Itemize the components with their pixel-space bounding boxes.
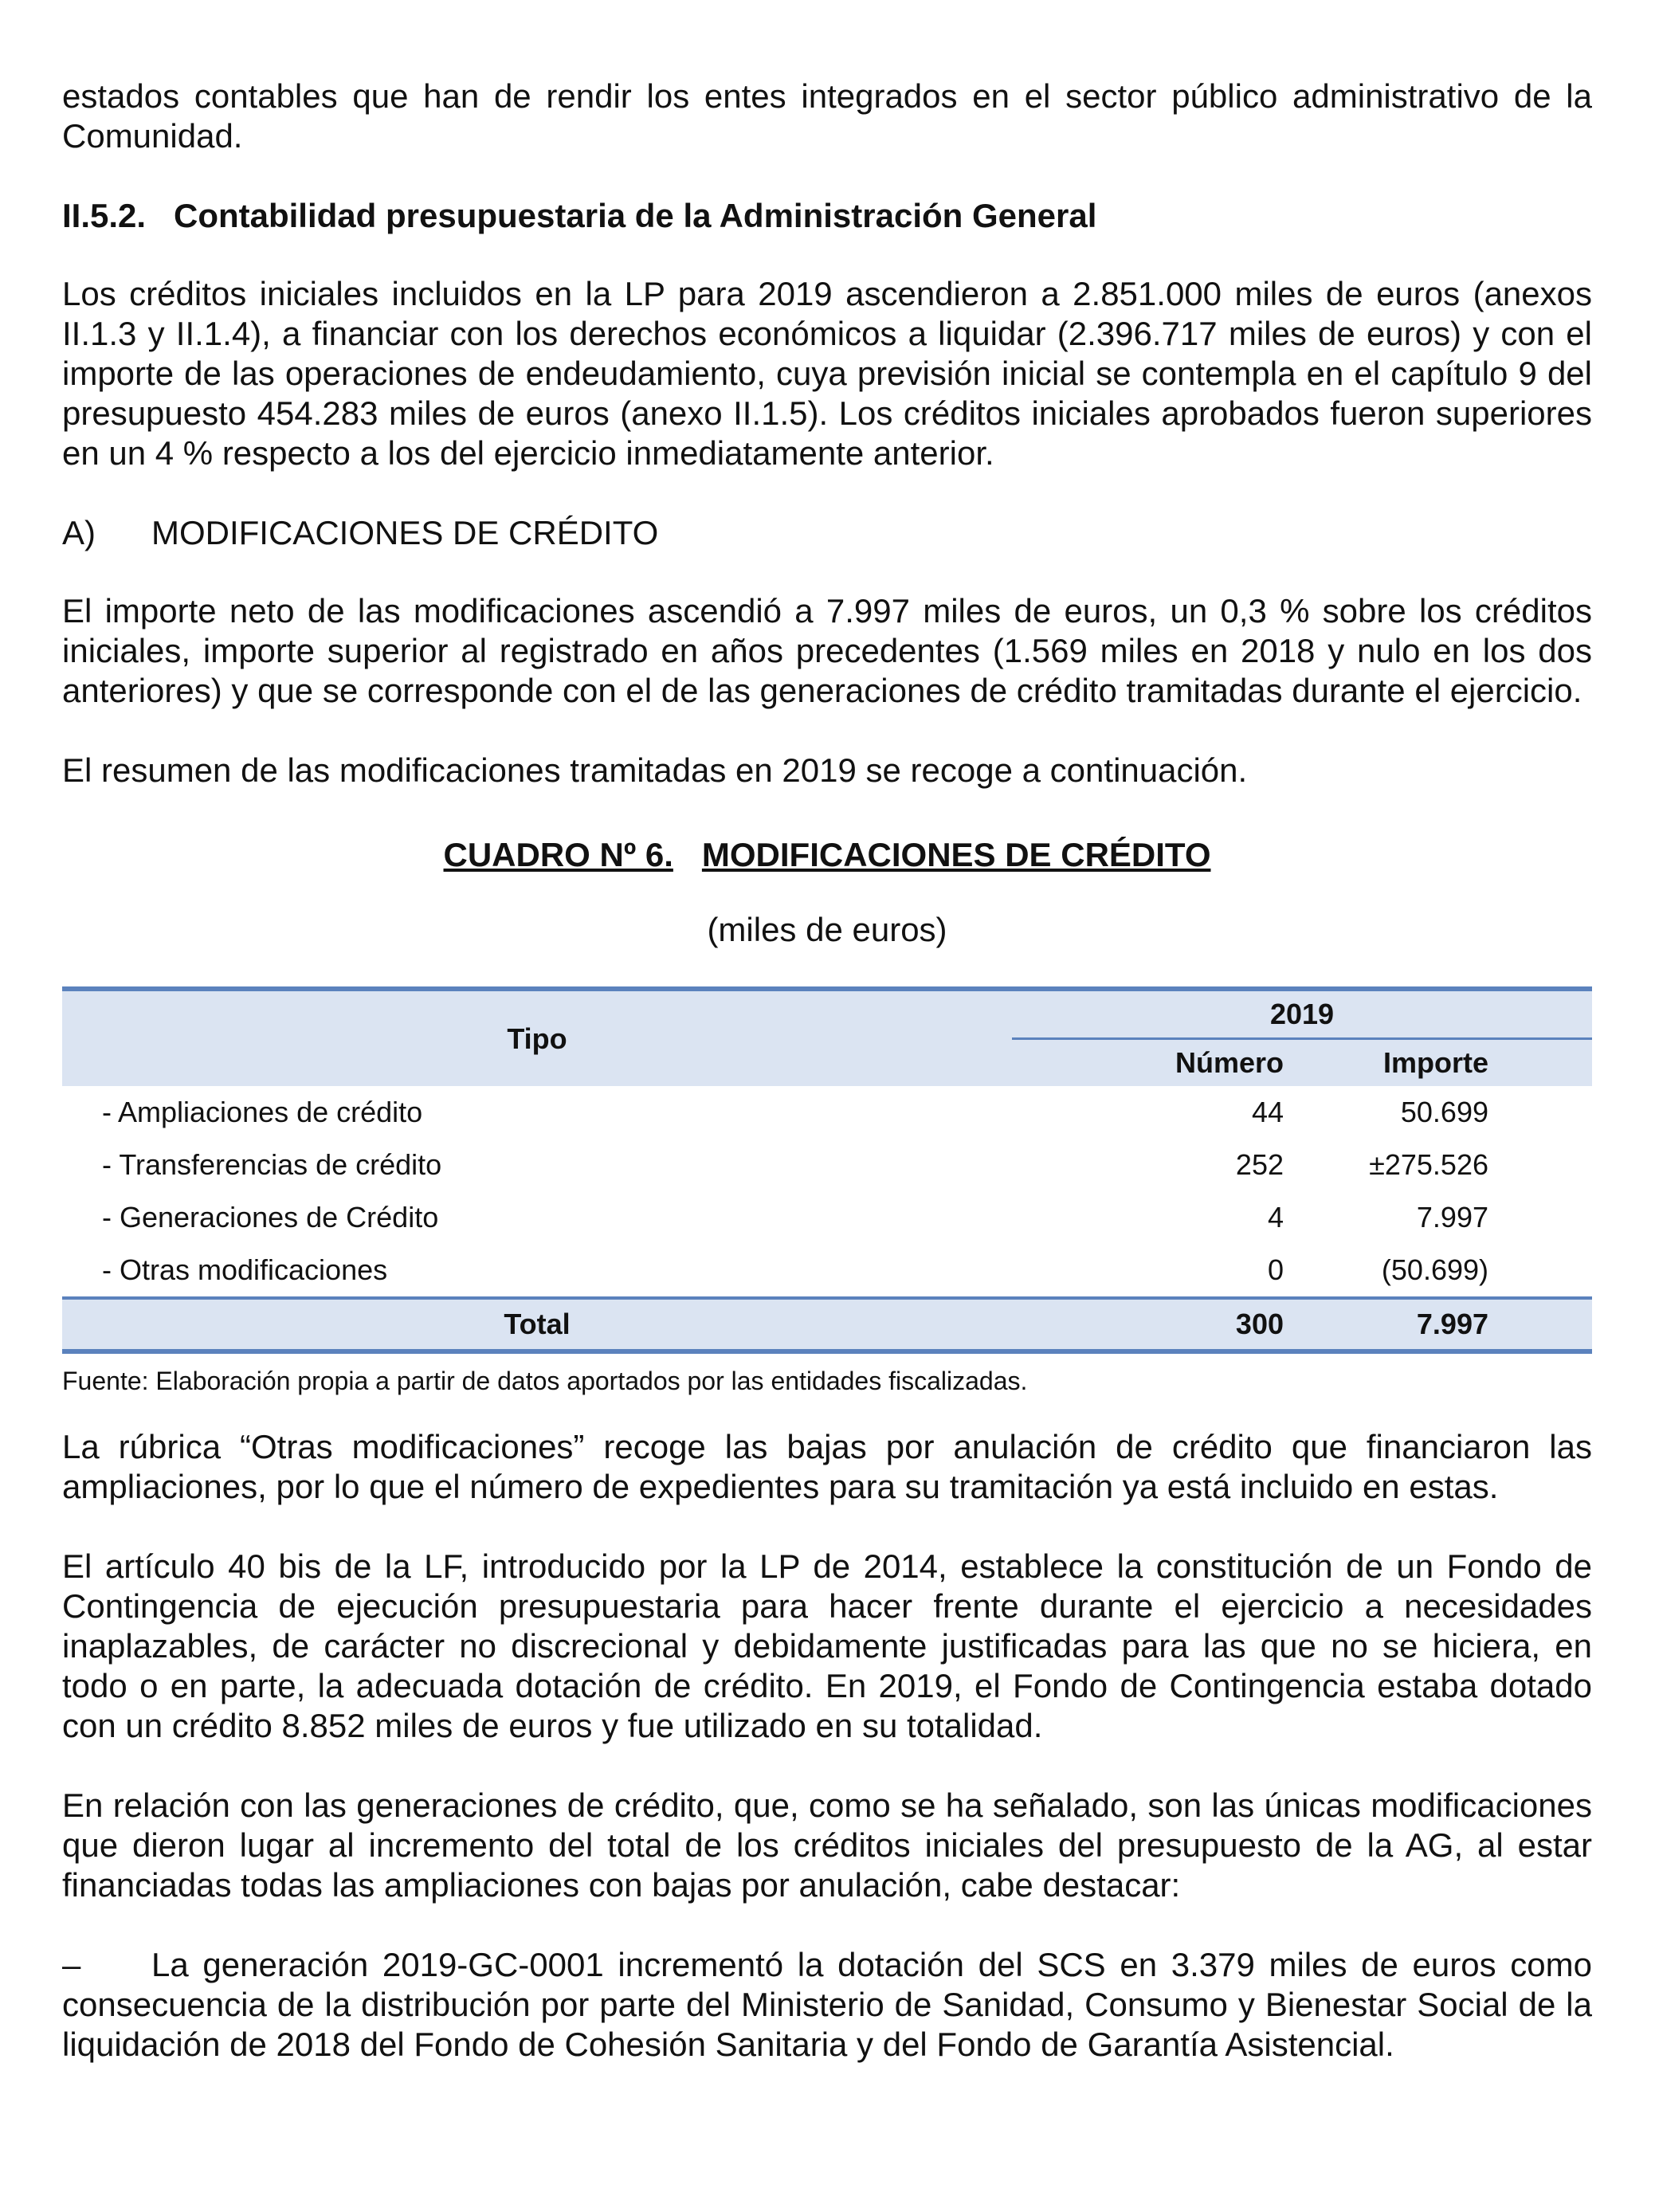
row-importe: (50.699) xyxy=(1381,1253,1488,1286)
table-source-note: Fuente: Elaboración propia a partir de datos aportados por las entidades fiscalizadas. xyxy=(62,1367,1028,1395)
bullet-text: La generación 2019-GC-0001 incrementó la dotación del SCS en 3.379 miles de euros como consecuencia de la distribución por parte del Ministerio de Sanidad, Consumo y Bienestar Social de la liquidación de 2018 del Fondo de Cohesión Sanitaria y del Fondo de Garantía Asistencial. xyxy=(62,1946,1592,2063)
total-label: Total xyxy=(62,1298,1012,1351)
paragraph-fondo-contingencia: El artículo 40 bis de la LF, introducido por la LP de 2014, establece la constitución de un Fondo de Contingencia de ejecución presupuestaria para hacer frente durante el ejercicio a necesidades inaplazables, de carácter no discrecional y debidamente justificadas para las que no se hiciera, en todo o en parte, la adecuada dotación de crédito. En 2019, el Fondo de Contingencia estaba dotado con un crédito 8.852 miles de euros y fue utilizado en su totalidad. xyxy=(62,1547,1592,1744)
row-importe: 7.997 xyxy=(1416,1201,1488,1233)
subsection-letter: A) xyxy=(62,514,96,551)
cuadro-title xyxy=(62,835,1592,875)
bullet-dash: – xyxy=(62,1946,81,1983)
row-numero: 252 xyxy=(1235,1148,1284,1181)
intro-paragraph: estados contables que han de rendir los entes integrados en el sector público administrativo de la Comunidad. xyxy=(62,77,1592,155)
row-numero: 0 xyxy=(1267,1253,1284,1286)
cuadro-units: (miles de euros) xyxy=(707,911,947,948)
subsection-title: MODIFICACIONES DE CRÉDITO xyxy=(151,514,659,551)
row-tipo: - Transferencias de crédito xyxy=(102,1148,442,1181)
row-tipo: - Generaciones de Crédito xyxy=(102,1201,439,1233)
paragraph-importe-neto: El importe neto de las modificaciones ascendió a 7.997 miles de euros, un 0,3 % sobre los créditos iniciales, importe superior al registrado en años precedentes (1.569 miles en 2018 y nulo en los dos anteriores) y que se corresponde con el de las generaciones de crédito tramitadas durante el ejercicio. xyxy=(62,592,1592,709)
row-tipo: - Ampliaciones de crédito xyxy=(102,1096,423,1128)
paragraph-otras-modificaciones: La rúbrica “Otras modificaciones” recoge las bajas por anulación de crédito que financiaron las ampliaciones, por lo que el número de expedientes para su tramitación ya está incluido en estas. xyxy=(62,1428,1592,1505)
section-heading xyxy=(62,196,1592,236)
paragraph-generaciones: En relación con las generaciones de crédito, que, como se ha señalado, son las únicas modificaciones que dieron lugar al incremento del total de los créditos iniciales del presupuesto de la AG, al estar financiadas todas las ampliaciones con bajas por anulación, cabe destacar: xyxy=(62,1786,1592,1904)
header-tipo: Tipo xyxy=(62,989,1012,1086)
row-importe: 50.699 xyxy=(1400,1096,1488,1128)
table-row xyxy=(62,1086,1592,1139)
row-importe: ±275.526 xyxy=(1369,1148,1488,1181)
table-row xyxy=(62,1244,1592,1298)
paragraph-resumen: El resumen de las modificaciones tramitadas en 2019 se recoge a continuación. xyxy=(62,751,1248,789)
table-row xyxy=(62,1139,1592,1191)
cuadro-name: MODIFICACIONES DE CRÉDITO xyxy=(701,836,1211,873)
section-number: II.5.2. xyxy=(62,197,147,234)
section-title: Contabilidad presupuestaria de la Administración General xyxy=(174,197,1097,234)
paragraph-creditos-iniciales: Los créditos iniciales incluidos en la LP para 2019 ascendieron a 2.851.000 miles de euros (anexos II.1.3 y II.1.4), a financiar con los derechos económicos a liquidar (2.396.717 miles de euros) y con el importe de las operaciones de endeudamiento, cuya previsión inicial se contempla en el capítulo 9 del presupuesto 454.283 miles de euros (anexo II.1.5). Los créditos iniciales aprobados fueron superiores en un 4 % respecto a los del ejercicio inmediatamente anterior. xyxy=(62,275,1592,472)
row-numero: 4 xyxy=(1267,1201,1284,1233)
document-page xyxy=(62,76,1592,2065)
header-importe: Importe xyxy=(1300,1039,1592,1087)
header-year: 2019 xyxy=(1012,989,1592,1039)
subsection-heading xyxy=(62,513,1592,553)
bullet-item xyxy=(62,1945,1592,2065)
modificaciones-table xyxy=(62,986,1592,1354)
header-numero: Número xyxy=(1012,1039,1300,1087)
cuadro-label: CUADRO Nº 6. xyxy=(443,836,673,873)
total-numero: 300 xyxy=(1012,1298,1300,1351)
row-numero: 44 xyxy=(1251,1096,1284,1128)
row-tipo: - Otras modificaciones xyxy=(102,1253,388,1286)
table-row xyxy=(62,1191,1592,1244)
total-row xyxy=(62,1298,1592,1351)
total-importe: 7.997 xyxy=(1300,1298,1592,1351)
